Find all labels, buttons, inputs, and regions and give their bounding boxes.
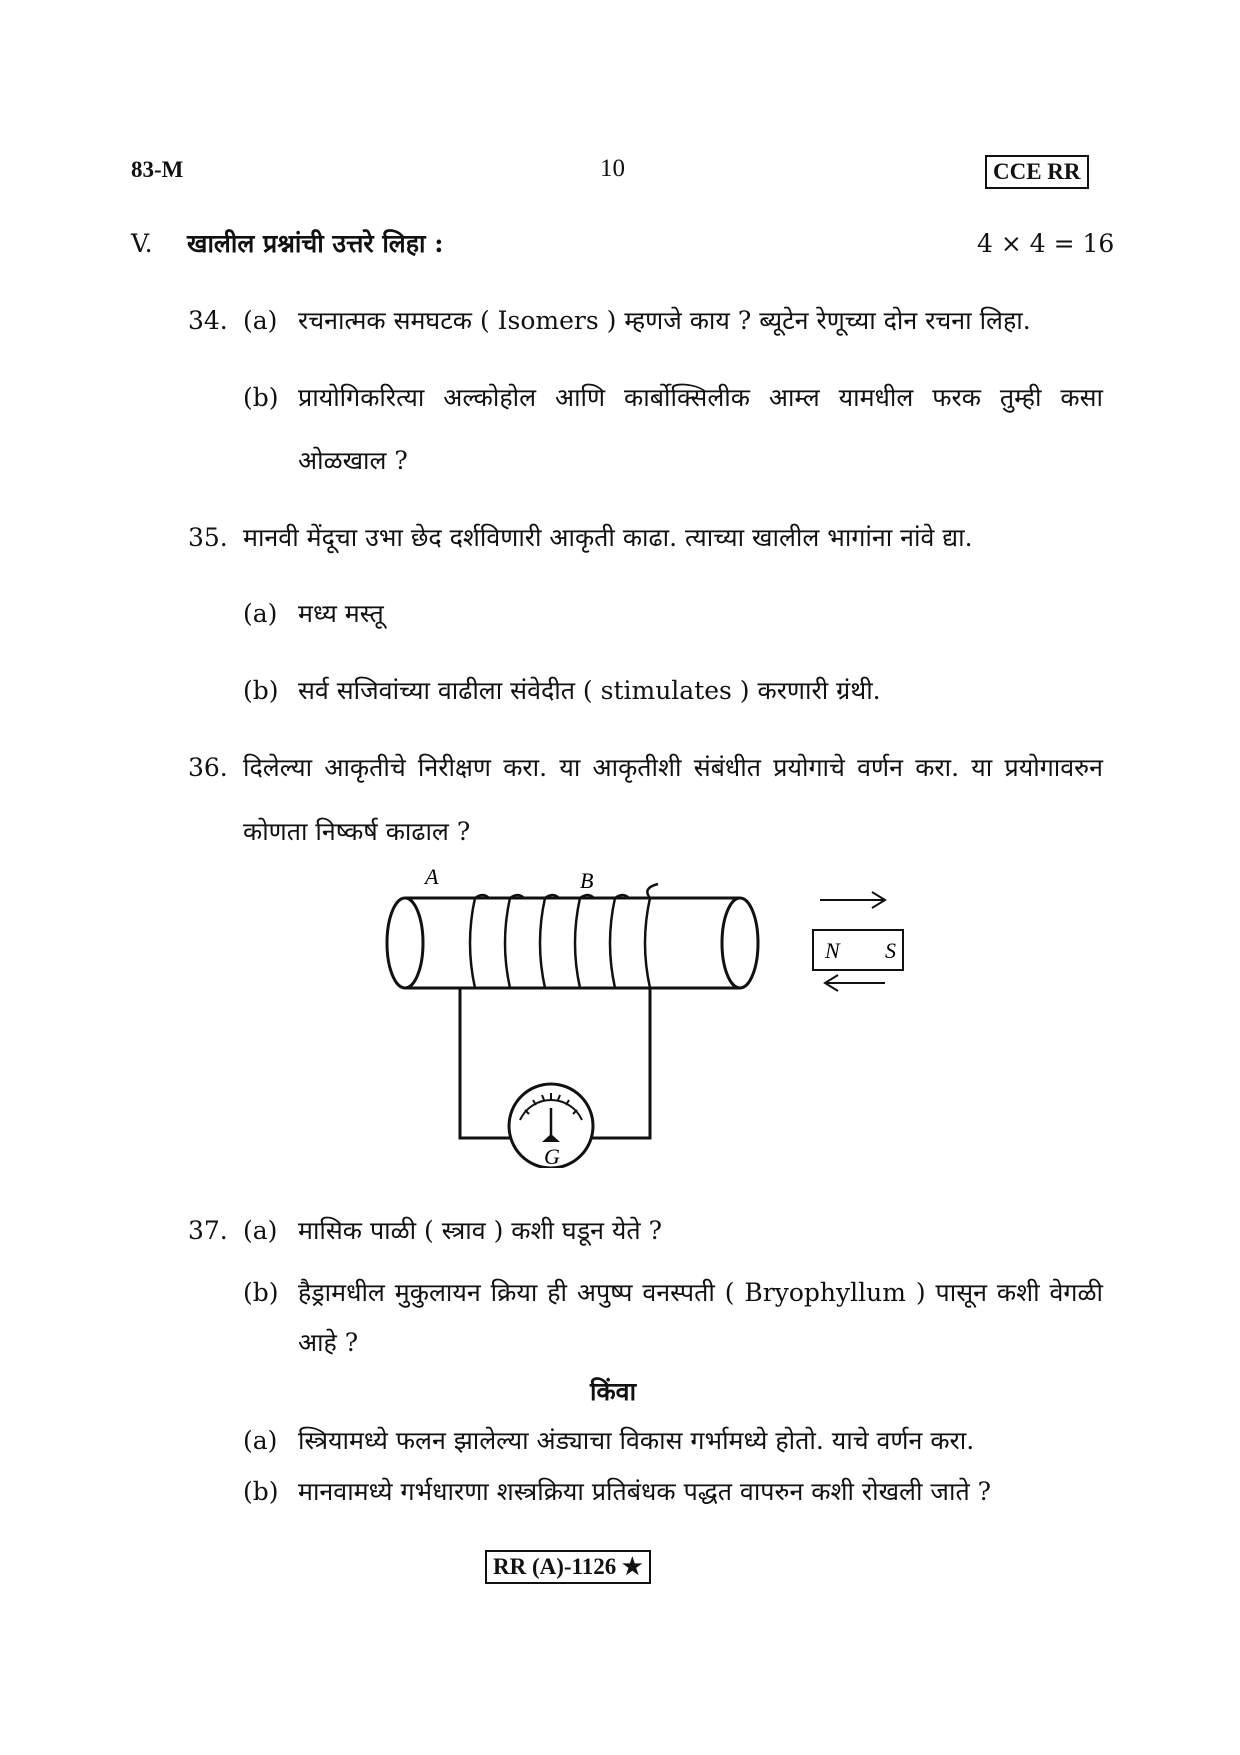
subpart-label: (b)	[243, 676, 279, 705]
question-text: ओळखाल ?	[298, 446, 408, 475]
subpart-label: (b)	[243, 1278, 279, 1307]
footer-code: RR (A)-1126	[493, 1554, 617, 1579]
galvanometer-label: G	[544, 1144, 560, 1168]
question-number: 35.	[188, 523, 228, 552]
question-number: 34.	[188, 306, 228, 335]
question-text: मासिक पाळी ( स्त्राव ) कशी घडून येते ?	[298, 1216, 662, 1245]
question-text: दिलेल्या आकृतीचे निरीक्षण करा. या आकृतीशी संबंधीत प्रयोगाचे वर्णन करा. या प्रयोगावरुन	[243, 753, 1103, 782]
coil-end-a-label: A	[425, 864, 439, 889]
question-text: हैड्रामधील मुकुलायन क्रिया ही अपुष्प वनस्पती ( Bryophyllum ) पासून कशी वेगळी	[298, 1278, 1103, 1307]
or-separator: किंवा	[590, 1377, 637, 1406]
tube-left-end	[387, 898, 423, 988]
question-text: स्त्रियामध्ये फलन झालेल्या अंड्याचा विकास गर्भामध्ये होतो. याचे वर्णन करा.	[298, 1426, 975, 1455]
magnet-south-label: S	[885, 938, 896, 963]
question-text: मानवामध्ये गर्भधारणा शस्त्रक्रिया प्रतिबंधक पद्धत वापरुन कशी रोखली जाते ?	[298, 1477, 992, 1506]
galvanometer-pointer-base	[542, 1134, 560, 1142]
subpart-label: (b)	[243, 1477, 279, 1506]
exam-badge: CCE RR	[985, 155, 1089, 189]
section-label: V.	[131, 229, 153, 258]
subpart-label: (a)	[243, 306, 278, 335]
question-text: सर्व सजिवांच्या वाढीला संवेदीत ( stimulates ) करणारी ग्रंथी.	[298, 676, 881, 705]
section-instruction: खालील प्रश्नांची उत्तरे लिहा :	[187, 229, 444, 258]
question-number: 36.	[188, 753, 228, 782]
magnet-north-label: N	[825, 938, 840, 963]
paper-code: 83-M	[131, 157, 184, 182]
wire-right	[592, 988, 650, 1138]
subpart-label: (b)	[243, 383, 279, 412]
subpart-label: (a)	[243, 1426, 278, 1455]
footer-code-box	[485, 1550, 651, 1584]
question-text: प्रायोगिकरित्या अल्कोहोल आणि कार्बोक्सिलीक आम्ल यामधील फरक तुम्ही कसा	[298, 383, 1103, 412]
page-number: 10	[600, 155, 625, 182]
subpart-label: (a)	[243, 599, 278, 628]
electromagnetic-induction-figure	[380, 858, 920, 1168]
coil	[470, 884, 658, 988]
question-text: कोणता निष्कर्ष काढाल ?	[243, 817, 471, 846]
section-marks: 4 × 4 = 16	[977, 229, 1115, 258]
question-text: मध्य मस्तू	[298, 599, 384, 628]
subpart-label: (a)	[243, 1216, 278, 1245]
coil-end-b-label: B	[580, 868, 594, 893]
tube-right-end	[722, 898, 758, 988]
question-text: रचनात्मक समघटक ( Isomers ) म्हणजे काय ? ब्यूटेन रेणूच्या दोन रचना लिहा.	[298, 306, 1031, 335]
question-text: मानवी मेंदूचा उभा छेद दर्शविणारी आकृती काढा. त्याच्या खालील भागांना नांवे द्या.	[243, 523, 973, 552]
question-number: 37.	[188, 1216, 228, 1245]
star-icon: ★	[622, 1554, 643, 1579]
question-text: आहे ?	[298, 1328, 359, 1357]
wire-left	[460, 988, 510, 1138]
